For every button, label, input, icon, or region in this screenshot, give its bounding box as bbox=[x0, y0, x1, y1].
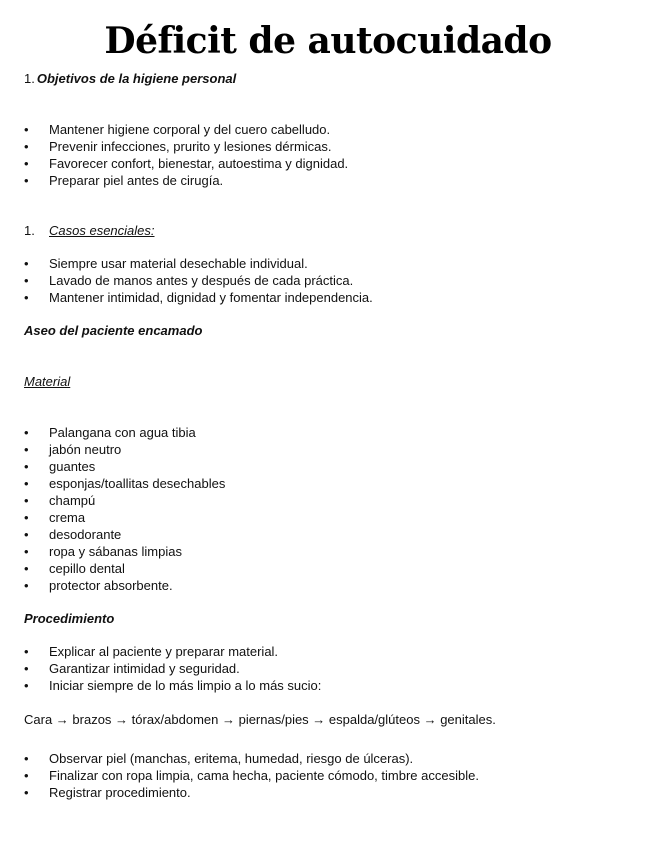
list-item: Prevenir infecciones, prurito y lesiones dérmicas. bbox=[49, 139, 332, 154]
bullet-icon: • bbox=[24, 785, 29, 800]
list-item: Finalizar con ropa limpia, cama hecha, paciente cómodo, timbre accesible. bbox=[49, 768, 479, 783]
bullet-icon: • bbox=[24, 561, 29, 576]
list-item: jabón neutro bbox=[49, 442, 122, 457]
bullet-icon: • bbox=[24, 442, 29, 457]
bullet-icon: • bbox=[24, 661, 29, 676]
bullet-icon: • bbox=[24, 459, 29, 474]
bullet-icon: • bbox=[24, 768, 29, 783]
bullet-icon: • bbox=[24, 122, 29, 137]
list-item: Garantizar intimidad y seguridad. bbox=[49, 661, 240, 676]
bullet-icon: • bbox=[24, 476, 29, 491]
bullet-icon: • bbox=[24, 290, 29, 305]
bullet-icon: • bbox=[24, 578, 29, 593]
list-item: Mantener higiene corporal y del cuero cabelludo. bbox=[49, 122, 331, 137]
material-heading: Material bbox=[24, 374, 71, 389]
page-title: Déficit de autocuidado bbox=[104, 20, 552, 62]
bullet-icon: • bbox=[24, 139, 29, 154]
bullet-icon: • bbox=[24, 510, 29, 525]
list-item: Preparar piel antes de cirugía. bbox=[49, 173, 224, 188]
cleaning-sequence: Cara → brazos → tórax/abdomen → piernas/pies → espalda/glúteos → genitales. bbox=[24, 712, 496, 727]
aseo-heading: Aseo del paciente encamado bbox=[24, 323, 203, 338]
list-item: cepillo dental bbox=[49, 561, 125, 576]
list-item: guantes bbox=[49, 459, 96, 474]
bullet-icon: • bbox=[24, 751, 29, 766]
procedure-heading: Procedimiento bbox=[24, 611, 115, 626]
section-number: 1. bbox=[24, 223, 35, 238]
list-item: Palangana con agua tibia bbox=[49, 425, 196, 440]
list-item: desodorante bbox=[49, 527, 122, 542]
list-item: Registrar procedimiento. bbox=[49, 785, 191, 800]
list-item: Lavado de manos antes y después de cada práctica. bbox=[49, 273, 354, 288]
section-essentials-heading: Casos esenciales: bbox=[49, 223, 155, 238]
section-number: 1. bbox=[24, 71, 35, 86]
list-item: esponjas/toallitas desechables bbox=[49, 476, 226, 491]
bullet-icon: • bbox=[24, 256, 29, 271]
list-item: Observar piel (manchas, eritema, humedad, riesgo de úlceras). bbox=[49, 751, 414, 766]
bullet-icon: • bbox=[24, 156, 29, 171]
section-objectives-heading bbox=[24, 70, 236, 87]
list-item: Mantener intimidad, dignidad y fomentar independencia. bbox=[49, 290, 373, 305]
section-title: Objetivos de la higiene personal bbox=[36, 71, 237, 86]
bullet-icon: • bbox=[24, 425, 29, 440]
list-item: Favorecer confort, bienestar, autoestima y dignidad. bbox=[49, 156, 349, 171]
bullet-icon: • bbox=[24, 544, 29, 559]
bullet-icon: • bbox=[24, 678, 29, 693]
list-item: crema bbox=[49, 510, 86, 525]
bullet-icon: • bbox=[24, 527, 29, 542]
list-item: Siempre usar material desechable individual. bbox=[49, 256, 308, 271]
list-item: champú bbox=[49, 493, 96, 508]
bullet-icon: • bbox=[24, 493, 29, 508]
bullet-icon: • bbox=[24, 173, 29, 188]
bullet-icon: • bbox=[24, 644, 29, 659]
list-item: ropa y sábanas limpias bbox=[49, 544, 182, 559]
list-item: protector absorbente. bbox=[49, 578, 173, 593]
list-item: Iniciar siempre de lo más limpio a lo más sucio: bbox=[49, 678, 322, 693]
bullet-icon: • bbox=[24, 273, 29, 288]
list-item: Explicar al paciente y preparar material. bbox=[49, 644, 279, 659]
